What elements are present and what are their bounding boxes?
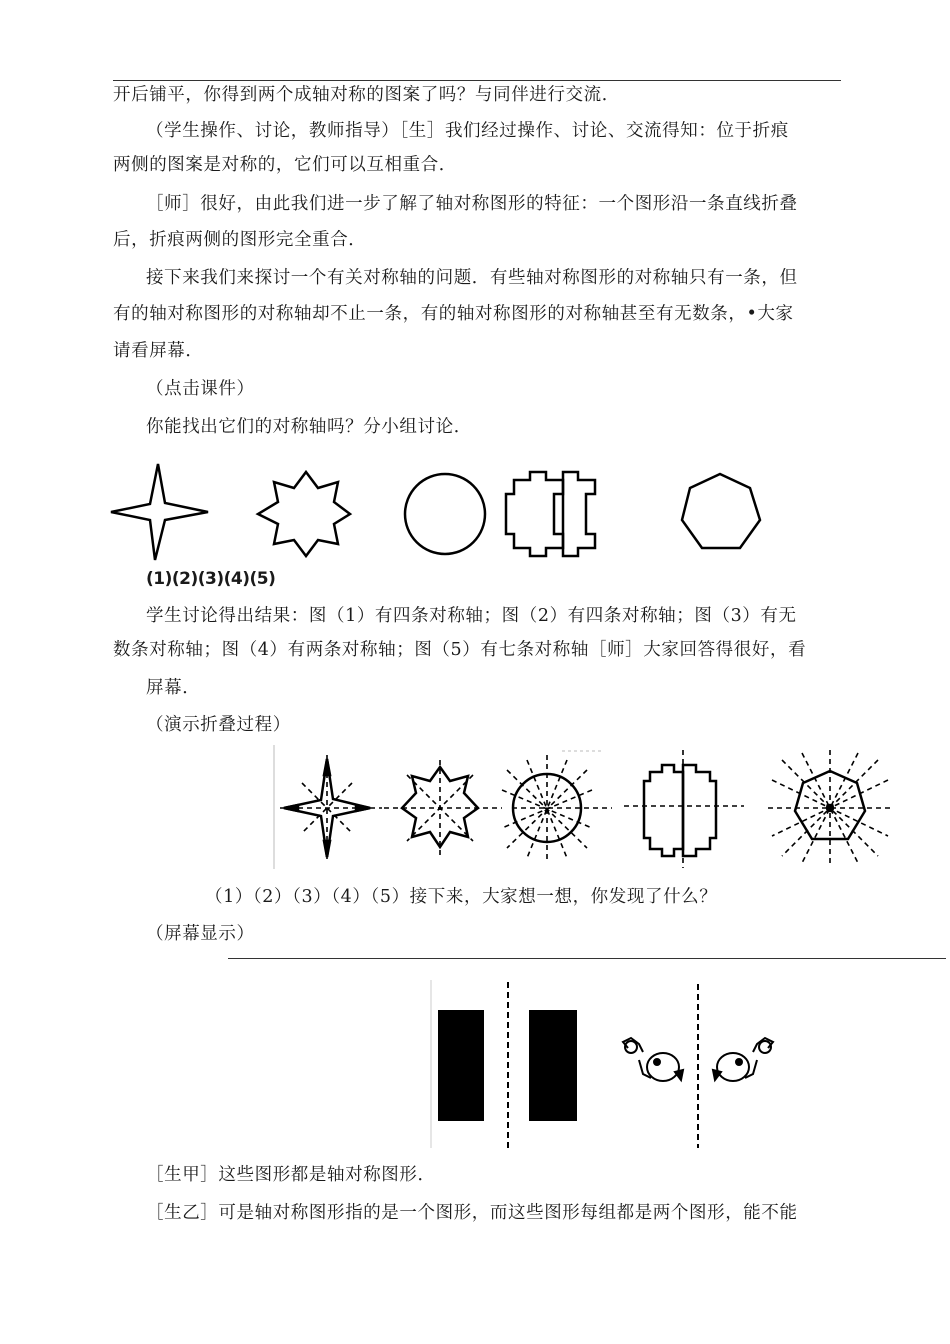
figure-symmetric-shapes	[108, 460, 788, 570]
screen-show-line: （屏幕显示）	[146, 924, 255, 944]
paragraph-line: 后，折痕两侧的图形完全重合．	[113, 230, 367, 250]
four-point-star-shape	[111, 464, 208, 560]
paragraph-line: ［生甲］这些图形都是轴对称图形．	[146, 1165, 436, 1185]
black-rectangle-left	[438, 1010, 484, 1121]
paragraph-line: 请看屏幕．	[113, 341, 204, 361]
paragraph-line: （点击课件）	[146, 379, 255, 399]
black-rectangle-right	[529, 1010, 577, 1121]
paragraph-line: （学生操作、讨论，教师指导）［生］我们经过操作、讨论、交流得知：位于折痕	[146, 121, 789, 141]
figure-paired-shapes	[425, 972, 805, 1152]
paragraph-line: 学生讨论得出结果：图（1）有四条对称轴；图（2）有四条对称轴；图（3）有无	[146, 606, 797, 626]
circle-shape	[405, 474, 485, 554]
paragraph-line: 屏幕．	[146, 678, 201, 698]
figure1-labels: (1)(2)(3)(4)(5)	[146, 569, 276, 589]
top-rule	[113, 80, 841, 81]
paragraph-line: 接下来我们来探讨一个有关对称轴的问题．有些轴对称图形的对称轴只有一条，但	[146, 268, 798, 288]
paragraph-line: ［师］很好，由此我们进一步了解了轴对称图形的特征：一个图形沿一条直线折叠	[146, 194, 798, 214]
bird-right	[713, 1038, 773, 1081]
double-brick-shape	[506, 472, 563, 556]
heptagon-shape	[682, 474, 760, 548]
figure-symmetry-axes	[272, 745, 908, 870]
double-brick-axes-shape	[644, 765, 683, 856]
paragraph-line: 开后铺平，你得到两个成轴对称的图案了吗？与同伴进行交流．	[113, 85, 620, 105]
paragraph-line: 数条对称轴；图（4）有两条对称轴；图（5）有七条对称轴［师］大家回答得很好，看	[113, 640, 807, 660]
bird-left	[623, 1038, 683, 1081]
paragraph-line: 你能找出它们的对称轴吗？分小组讨论．	[146, 417, 472, 437]
paragraph-line: 有的轴对称图形的对称轴却不止一条，有的轴对称图形的对称轴甚至有无数条，•大家	[113, 304, 794, 324]
figure2-caption: （1）（2）（3）（4）（5）接下来，大家想一想，你发现了什么？	[205, 887, 718, 907]
paragraph-line: 两侧的图案是对称的，它们可以互相重合．	[113, 155, 457, 175]
paragraph-line: （演示折叠过程）	[146, 715, 291, 735]
eight-point-star-shape	[258, 472, 350, 556]
paragraph-line: ［生乙］可是轴对称图形指的是一个图形，而这些图形每组都是两个图形，能不能	[146, 1203, 798, 1223]
middle-rule	[228, 958, 946, 959]
